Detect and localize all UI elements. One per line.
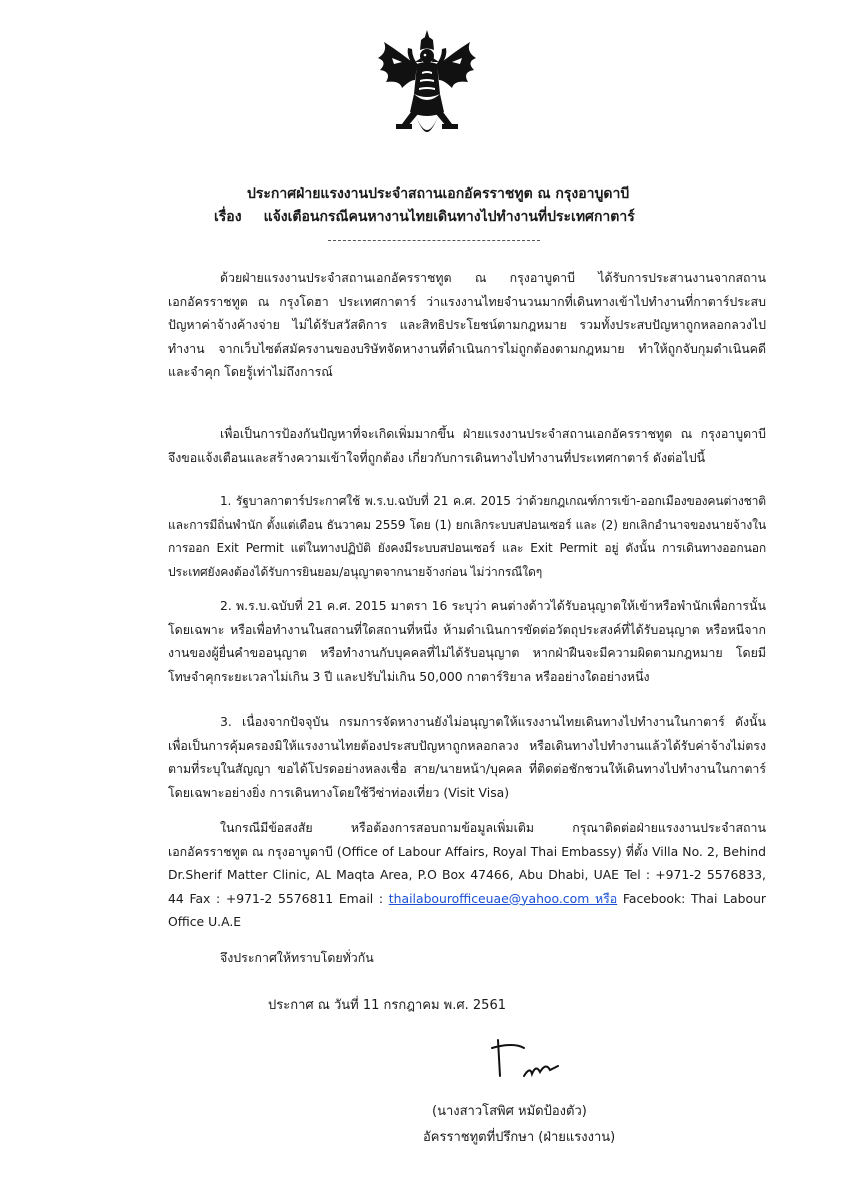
email-link[interactable]: thailabourofficeuae@yahoo.com หรือ (388, 890, 618, 906)
header-divider (328, 240, 540, 241)
signer-name: (นางสาวโสพิศ หมัดป้องตัว) (432, 1104, 587, 1119)
paragraph-contact (168, 816, 766, 934)
list-item-1: 1. รัฐบาลกาตาร์ประกาศใช้ พ.ร.บ.ฉบับที่ 21 ค.ศ. 2015 ว่าด้วยกฎเกณฑ์การเข้า-ออกเมืองของคนต่างชาติ และการมีถิ่นพำนัก ตั้งแต่เดือน ธันวาคม 2559 โดย (1) ยกเลิกระบบสปอนเซอร์ และ (2) ยกเลิกอำนาจของนายจ้างในการออก Exit Permit แต่ในทางปฏิบัติ ยังคงมีระบบสปอนเซอร์ และ Exit Permit อยู่ ดังนั้น การเดินทางออกนอกประเทศยังคงต้องได้รับการยินยอม/อนุญาตจากนายจ้างก่อน ไม่ว่ากรณีใดๆ (168, 494, 766, 579)
paragraph-purpose: เพื่อเป็นการป้องกันปัญหาที่จะเกิดเพิ่มมากขึ้น ฝ่ายแรงงานประจำสถานเอกอัครราชทูต ณ กรุงอาบูดาบี จึงขอแจ้งเตือนและสร้างความเข้าใจที่ถูกต้อง เกี่ยวกับการเดินทางไปทำงานที่ประเทศกาตาร์ ดังต่อไปนี้ (168, 426, 766, 465)
handwritten-signature (484, 1036, 564, 1088)
list-item-3: 3. เนื่องจากปัจจุบัน กรมการจัดหางานยังไม่อนุญาตให้แรงงานไทยเดินทางไปทำงานในกาตาร์ ดังนั้น เพื่อเป็นการคุ้มครองมิให้แรงงานไทยต้องประสบปัญหาถูกหลอกลวง หรือเดินทางไปทำงานแล้วได้รับค่าจ้างไม่ตรงตามที่ระบุในสัญญา ขอได้โปรดอย่างหลงเชื่อ สาย/นายหน้า/บุคคล ที่ติดต่อชักชวนให้เดินทางไปทำงานในกาตาร์ โดยเฉพาะอย่างยิ่ง การเดินทางโดยใช้วีซ่าท่องเที่ยว (Visit Visa) (168, 714, 766, 800)
signer-position: อัครราชทูตที่ปรึกษา (ฝ่ายแรงงาน) (423, 1130, 616, 1145)
paragraph-intro: ด้วยฝ่ายแรงงานประจำสถานเอกอัครราชทูต ณ กรุงอาบูดาบี ได้รับการประสานงานจากสถานเอกอัครราชทูต ณ กรุงโดฮา ประเทศกาตาร์ ว่าแรงงานไทยจำนวนมากที่เดินทางเข้าไปทำงานที่กาตาร์ประสบปัญหาค่าจ้างค้างจ่าย ไม่ได้รับสวัสดิการ และสิทธิประโยชน์ตามกฎหมาย รวมทั้งประสบปัญหาถูกหลอกลวงไปทำงาน จากเว็บไซต์สมัครงานของบริษัทจัดหางานที่ดำเนินการไม่ถูกต้องตามกฎหมาย ทำให้ถูกจับกุมดำเนินคดี และจำคุก โดยรู้เท่าไม่ถึงการณ์ (168, 270, 766, 379)
announcement-date: ประกาศ ณ วันที่ 11 กรกฎาคม พ.ศ. 2561 (268, 998, 506, 1013)
subject-label: เรื่อง (214, 209, 242, 225)
subject-text: แจ้งเตือนกรณีคนหางานไทยเดินทางไปทำงานที่ประเทศกาตาร์ (263, 209, 635, 225)
contact-facebook: Facebook: Thai Labour Office U.A.E (168, 890, 767, 929)
list-item-2: 2. พ.ร.บ.ฉบับที่ 21 ค.ศ. 2015 มาตรา 16 ระบุว่า คนต่างด้าวได้รับอนุญาตให้เข้าหรือพำนักเพื่อการนั้นโดยเฉพาะ หรือเพื่อทำงานในสถานที่ใดสถานที่หนึ่ง ห้ามดำเนินการขัดต่อวัตถุประสงค์ที่ได้รับอนุญาต หรือหนีจากงานของผู้ยื่นคำขออนุญาต หรือทำงานกับบุคคลที่ไม่ได้รับอนุญาต หากฝ่าฝืนจะมีความผิดตามกฎหมาย โดยมีโทษจำคุกระยะเวลาไม่เกิน 3 ปี และปรับไม่เกิน 50,000 กาตาร์ริยาล หรืออย่างใดอย่างหนึ่ง (168, 598, 766, 684)
contact-text: ในกรณีมีข้อสงสัย หรือต้องการสอบถามข้อมูลเพิ่มเติม กรุณาติดต่อฝ่ายแรงงานประจำสถานเอกอัครราชทูต ณ กรุงอาบูดาบี (Office of Labour Affairs, Royal Thai Embassy) ที่ตั้ง Villa No. 2, Behind Dr.Sherif Matter Clinic, AL Maqta Area, P.O Box 47466, Abu Dhabi, UAE Tel : +971-2 5576833, 44 Fax : +971-2 5576811 Email : (168, 820, 766, 906)
garuda-emblem-icon (372, 28, 482, 146)
subject-line (214, 206, 635, 228)
closing-line: จึงประกาศให้ทราบโดยทั่วกัน (220, 950, 374, 965)
announcement-title: ประกาศฝ่ายแรงงานประจำสถานเอกอัครราชทูต ณ กรุงอาบูดาบี (247, 186, 630, 202)
